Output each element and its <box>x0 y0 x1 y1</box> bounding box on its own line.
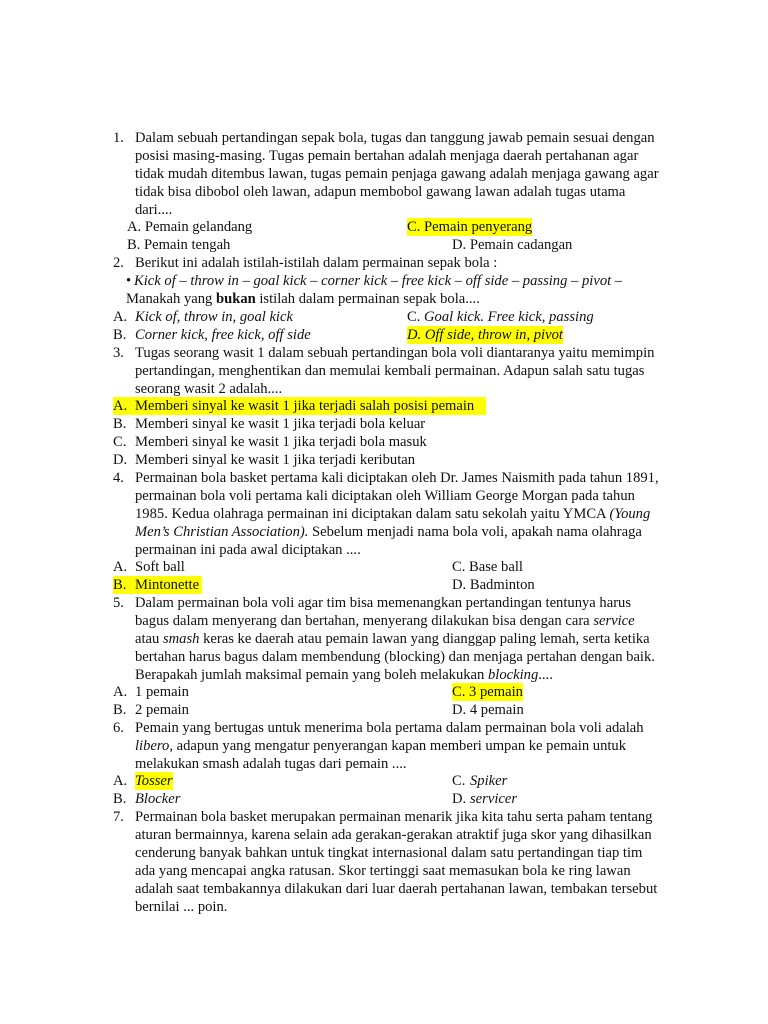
question-number: 2. <box>113 255 124 271</box>
italic-segment: smash <box>162 631 200 647</box>
option-c: C. Base ball <box>452 559 523 575</box>
option-d: servicer <box>470 791 518 807</box>
option-c-highlighted: C. 3 pemain <box>452 684 523 700</box>
bold-keyword: bukan <box>215 291 256 307</box>
option-d: D. Pemain cadangan <box>452 237 573 253</box>
question-text-line: Permainan bola basket pertama kali diciptakan oleh Dr. James Naismith pada tahun 1891, <box>135 470 659 486</box>
question-text-line: cenderung banyak bahkan untuk tingkat internasional dalam satu pertandingan tiap tim <box>135 845 643 861</box>
italic-segment: service <box>593 613 635 629</box>
option-a-label: A. <box>113 684 128 700</box>
question-number: 6. <box>113 720 124 736</box>
italic-segment: libero, <box>135 738 173 754</box>
option-c: Memberi sinyal ke wasit 1 jika terjadi bola masuk <box>135 434 427 450</box>
text-segment: Sebelum menjadi nama bola voli, apakah nama olahraga <box>308 524 642 540</box>
option-label: A. <box>113 398 128 414</box>
option-b: Blocker <box>135 791 181 807</box>
text-segment: 1985. Kedua olahraga permainan ini diciptakan dalam satu sekolah yaitu YMCA <box>135 506 610 522</box>
terms-list: Kick of – throw in – goal kick – corner kick – free kick – off side – passing – pivot – <box>134 273 623 289</box>
text-segment: keras ke daerah atau pemain lawan yang dianggap paling lemah, serta ketika <box>199 631 650 647</box>
option-d-highlighted: D. Off side, throw in, pivot <box>407 327 563 343</box>
option-label: B. <box>113 577 127 593</box>
option-c: Goal kick. Free kick, passing <box>424 309 594 325</box>
question-text-line <box>135 523 642 541</box>
question-number: 7. <box>113 809 124 825</box>
question-text-line: Pemain yang bertugas untuk menerima bola pertama dalam permainan bola voli adalah <box>135 720 644 736</box>
option-b-label: B. <box>113 791 127 807</box>
option-c-label: C. <box>407 309 421 325</box>
option-d: Memberi sinyal ke wasit 1 jika terjadi keributan <box>135 452 416 468</box>
question-number: 4. <box>113 470 124 486</box>
question-text-line: tidak bisa dibobol oleh lawan, adapun membobol gawang lawan adalah tugas utama <box>135 184 626 200</box>
italic-segment: Men’s Christian Association). <box>135 524 309 540</box>
text-segment: Berapakah jumlah maksimal pemain yang boleh melakukan <box>135 667 488 683</box>
question-text-line: permainan ini pada awal diciptakan .... <box>135 542 361 558</box>
option-c-highlighted: C. Pemain penyerang <box>407 219 533 235</box>
question-text-line: Dalam permainan bola voli agar tim bisa memenangkan pertandingan tentunya harus <box>135 595 632 611</box>
question-text-line: adalah saat tembakannya dilakukan dari luar daerah pertahanan lawan, tembakan tersebut <box>135 881 658 897</box>
option-a-label: A. <box>113 559 128 575</box>
question-text-line: Tugas seorang wasit 1 dalam sebuah pertandingan bola voli diantaranya yaitu memimpin <box>135 345 655 361</box>
question-text-line <box>135 737 626 755</box>
text-segment: adapun yang mengatur penyerangan kapan memberi umpan ke pemain untuk <box>172 738 627 754</box>
option-a-label: A. <box>113 773 128 789</box>
option-c-label: C. <box>452 773 466 789</box>
question-text-line: Berikut ini adalah istilah-istilah dalam permainan sepak bola : <box>135 255 498 271</box>
question-text-line: bernilai ... poin. <box>135 899 228 915</box>
option-b: Corner kick, free kick, off side <box>135 327 311 343</box>
question-text-line: dari.... <box>135 202 173 218</box>
italic-segment: (Young <box>609 506 651 522</box>
option-b-label: B. <box>113 702 127 718</box>
question-text-line: ada yang mencapai angka ratusan. Skor tertinggi saat memasukan bola ke ring lawan <box>135 863 631 879</box>
question-text-line <box>126 290 480 308</box>
question-text-line: pertandingan, menghentikan dan memulai kembali permainan. Adapun salah satu tugas <box>135 363 645 379</box>
question-number: 5. <box>113 595 124 611</box>
option-text: Memberi sinyal ke wasit 1 jika terjadi salah posisi pemain <box>135 398 475 414</box>
option-b: 2 pemain <box>135 702 189 718</box>
question-text-line: aturan bermainnya, karena selain ada gerakan-gerakan atraktif juga skor yang dihasilkan <box>135 827 652 843</box>
option-b: Memberi sinyal ke wasit 1 jika terjadi bola keluar <box>135 416 426 432</box>
option-a-highlighted <box>113 397 486 415</box>
text-segment: .... <box>538 667 553 683</box>
text-segment: bagus dalam menyerang dan bertahan, menyerang dilakukan bisa dengan cara <box>135 613 594 629</box>
text-segment: Manakah yang <box>126 291 216 307</box>
option-a: Soft ball <box>135 559 185 575</box>
option-a: Kick of, throw in, goal kick <box>135 309 293 325</box>
option-a-label: A. <box>113 309 128 325</box>
question-text-line: tidak mudah ditembus lawan, tugas pemain penjaga gawang adalah menjaga gawang agar <box>135 166 659 182</box>
option-b-label: B. <box>113 416 127 432</box>
question-text-line <box>135 505 650 523</box>
question-text-line: posisi masing-masing. Tugas pemain bertahan adalah menjaga daerah pertahanan agar <box>135 148 639 164</box>
option-d: D. Badminton <box>452 577 535 593</box>
option-c-label: C. <box>113 434 127 450</box>
question-number: 1. <box>113 130 124 146</box>
text-segment: istilah dalam permainan sepak bola.... <box>255 291 480 307</box>
option-c: Spiker <box>470 773 508 789</box>
option-d-label: D. <box>452 791 467 807</box>
option-d-label: D. <box>113 452 128 468</box>
option-b-highlighted <box>113 576 202 594</box>
question-text-line: seorang wasit 2 adalah.... <box>135 381 283 397</box>
option-text: Mintonette <box>135 577 200 593</box>
option-b-label: B. <box>113 327 127 343</box>
question-text-line: Permainan bola basket merupakan permainan menarik jika kita tahu serta paham tentang <box>135 809 653 825</box>
question-text-line <box>135 666 553 684</box>
question-text-line: permainan bola voli pertama kali diciptakan oleh William George Morgan pada tahun <box>135 488 635 504</box>
question-number: 3. <box>113 345 124 361</box>
italic-segment: blocking <box>487 667 539 683</box>
question-text-line <box>135 612 635 630</box>
option-d: D. 4 pemain <box>452 702 524 718</box>
question-text-line <box>135 630 650 648</box>
question-text-line: bertahan harus bagus dalam membendung (blocking) dan menjaga pertahan dengan baik. <box>135 649 655 665</box>
question-text-line: melakukan smash adalah tugas dari pemain .... <box>135 756 407 772</box>
question-text-line: Dalam sebuah pertandingan sepak bola, tugas dan tanggung jawab pemain sesuai dengan <box>135 130 655 146</box>
option-a: 1 pemain <box>135 684 189 700</box>
option-a: A. Pemain gelandang <box>127 219 253 235</box>
option-b: B. Pemain tengah <box>127 237 231 253</box>
text-segment: atau <box>135 631 163 647</box>
bullet: • <box>126 273 132 289</box>
option-a-highlighted: Tosser <box>135 773 173 789</box>
